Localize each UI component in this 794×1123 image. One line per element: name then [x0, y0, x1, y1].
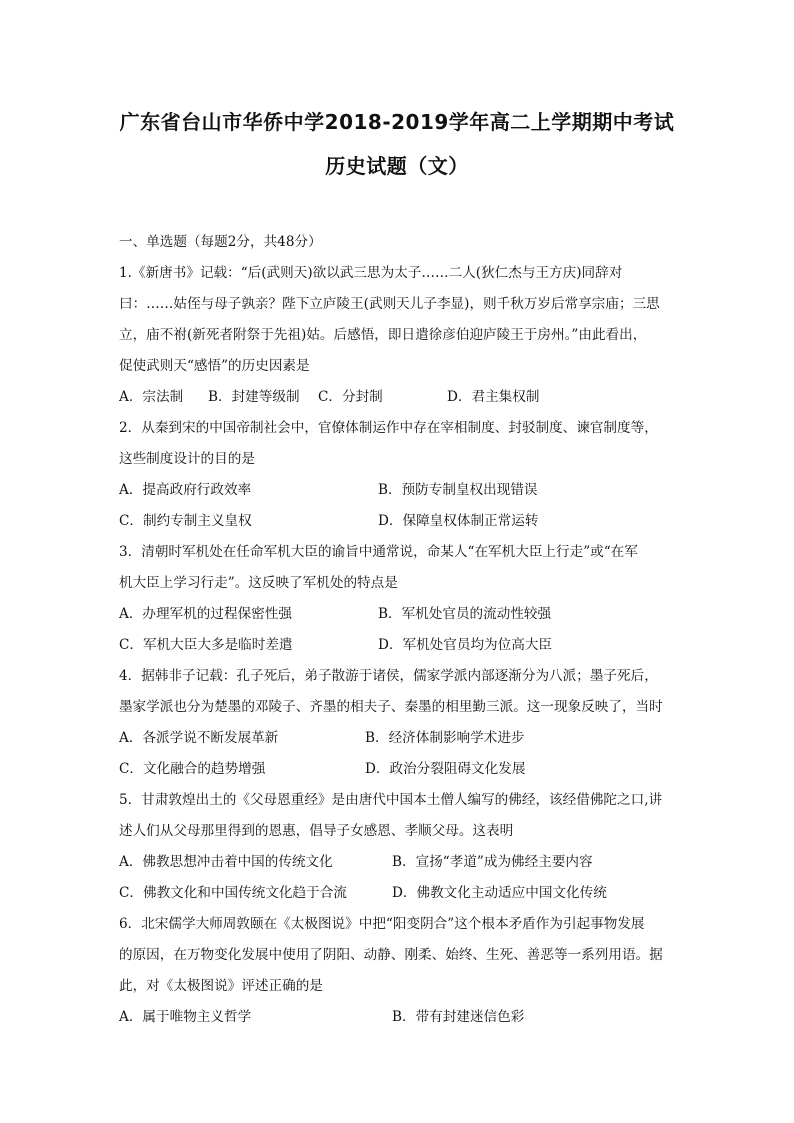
option-c: C．军机大臣大多是临时差遣: [119, 637, 293, 653]
question-5: [119, 785, 681, 909]
question-text-line: 这些制度设计的目的是: [119, 451, 255, 467]
option-a: A．佛教思想冲击着中国的传统文化: [119, 854, 333, 870]
question-text-line: 促使武则天“感悟”的历史因素是: [119, 358, 310, 374]
exam-content: [119, 227, 681, 1033]
option-a: A．属于唯物主义哲学: [119, 1009, 252, 1025]
option-d: D．君主集权制: [447, 389, 540, 405]
options-row: [119, 1002, 681, 1033]
question-1: [119, 258, 681, 413]
option-c: C．分封制: [318, 389, 383, 405]
question-text-line: 的原因，在万物变化发展中使用了阴阳、动静、刚柔、始终、生死、善恶等一系列用语。据: [119, 947, 663, 963]
question-text-line: 5．甘肃敦煌出土的《父母恩重经》是由唐代中国本土僧人编写的佛经，该经借佛陀之口,讲: [119, 792, 663, 808]
section-heading: 一、单选题（每题2分，共48分）: [119, 234, 322, 250]
option-d: D．军机处官员均为位高大臣: [378, 637, 553, 653]
option-b: B．军机处官员的流动性较强: [378, 606, 552, 622]
option-b: B．预防专制皇权出现错误: [378, 482, 538, 498]
options-row: [119, 382, 681, 413]
option-b: B．经济体制影响学术进步: [365, 730, 525, 746]
question-text-line: 机大臣上学习行走”。这反映了军机处的特点是: [119, 575, 398, 591]
question-text-line: 述人们从父母那里得到的恩惠，倡导子女感恩、孝顺父母。这表明: [119, 823, 514, 839]
question-text-line: 2．从秦到宋的中国帝制社会中，官僚体制运作中存在宰相制度、封驳制度、谏官制度等，: [119, 420, 658, 436]
options-row: [119, 754, 681, 785]
question-text-line: 立，庙不祔(新死者附祭于先祖)姑。后感悟，即日遣徐彦伯迎庐陵王于房州。”由此看出，: [119, 327, 647, 343]
option-b: B．宣扬“孝道”成为佛经主要内容: [392, 854, 593, 870]
options-row: [119, 847, 681, 878]
option-c: C．制约专制主义皇权: [119, 513, 252, 529]
question-text-line: 6．北宋儒学大师周敦颐在《太极图说》中把“阳变阴合”这个根本矛盾作为引起事物发展: [119, 916, 645, 932]
question-text-line: 曰：……姑侄与母子孰亲？陛下立庐陵王(武则天儿子李显)，则千秋万岁后常享宗庙；三思: [119, 296, 660, 312]
option-a: A．提高政府行政效率: [119, 482, 252, 498]
option-d: D．保障皇权体制正常运转: [378, 513, 539, 529]
question-text-line: 墨家学派也分为楚墨的邓陵子、齐墨的相夫子、秦墨的相里勤三派。这一现象反映了，当时: [119, 699, 663, 715]
question-6: [119, 909, 681, 1033]
option-d: D．佛教文化主动适应中国文化传统: [392, 885, 607, 901]
options-row: [119, 475, 681, 506]
options-row: [119, 506, 681, 537]
exam-title-line1: 广东省台山市华侨中学2018-2019学年高二上学期期中考试: [119, 110, 675, 134]
question-text-line: 3．清朝时军机处在任命军机大臣的谕旨中通常说，命某人“在军机大臣上行走”或“在军: [119, 544, 638, 560]
question-text-line: 此，对《太极图说》评述正确的是: [119, 978, 323, 994]
option-b: B．带有封建迷信色彩: [392, 1009, 525, 1025]
options-row: [119, 599, 681, 630]
option-a: A．各派学说不断发展革新: [119, 730, 279, 746]
option-d: D．政治分裂阻碍文化发展: [365, 761, 526, 777]
question-3: [119, 537, 681, 661]
option-c: C．佛教文化和中国传统文化趋于合流: [119, 885, 347, 901]
exam-title-line2: 历史试题（文）: [325, 154, 469, 178]
question-text-line: 1.《新唐书》记载：“后(武则天)欲以武三思为太子……二人(狄仁杰与王方庆)同辞对: [119, 265, 623, 281]
options-row: [119, 723, 681, 754]
option-a: A．办理军机的过程保密性强: [119, 606, 292, 622]
option-a: A．宗法制: [119, 389, 184, 405]
question-text-line: 4．据韩非子记载：孔子死后，弟子散游于诸侯，儒家学派内部逐渐分为八派；墨子死后，: [119, 668, 658, 684]
options-row: [119, 630, 681, 661]
question-2: [119, 413, 681, 537]
options-row: [119, 878, 681, 909]
option-b: B．封建等级制: [208, 389, 300, 405]
option-c: C．文化融合的趋势增强: [119, 761, 266, 777]
question-4: [119, 661, 681, 785]
